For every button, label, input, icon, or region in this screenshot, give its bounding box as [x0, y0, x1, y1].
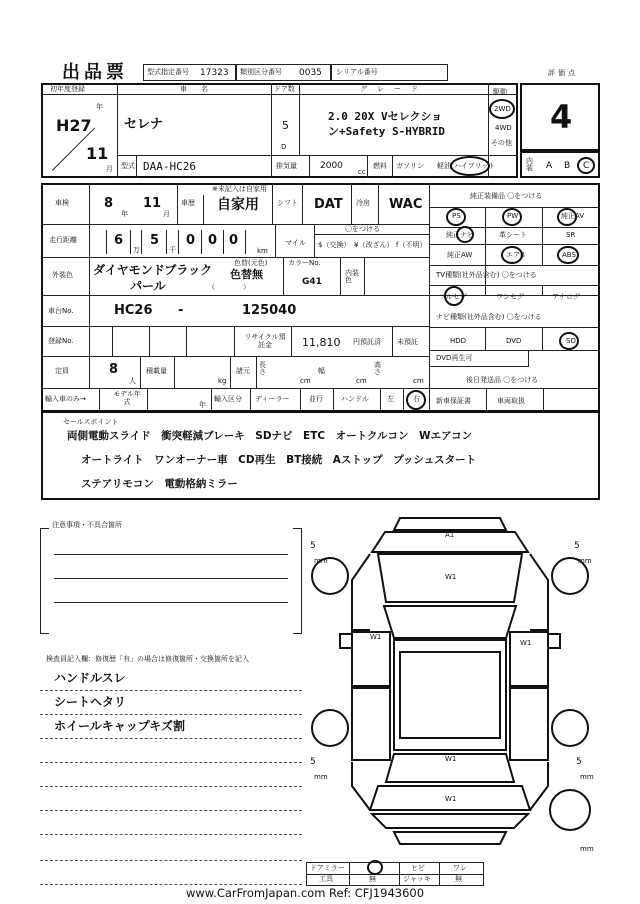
notes-label: 注意事項・不具合箇所 [52, 521, 122, 529]
damage-w1-bumper: W1 [445, 795, 457, 803]
chassis-no: 125040 [242, 303, 297, 318]
av-circle [557, 208, 577, 226]
note-item-2: ホイールキャップキズ割 [54, 719, 186, 733]
interior-box: 内装 A B C [520, 151, 600, 178]
inspector-label: 検査員記入欄：修復歴「有」の場合は修復箇所・交換箇所を記入 [46, 655, 249, 663]
mirror-circle [367, 860, 383, 875]
fuel-hybrid-circle [450, 156, 490, 176]
pw-circle [502, 208, 522, 226]
damage-w1-windshield: W1 [445, 573, 457, 581]
tread-fr: 5 [574, 541, 580, 551]
category-box: 類別区分番号 0035 [236, 64, 331, 81]
note-item-1: シートヘタリ [54, 695, 127, 709]
sales-block: セールスポイント 両側電動スライド 衝突軽減ブレーキ SDナビ ETC オートクルコン Wエアコン オートライト ワンオーナー車 CD再生 BT接続 Aストップ プッシュスタート ステアリモコン 電動格納ミラー [41, 412, 600, 500]
tread-rr: 5 [576, 757, 582, 767]
grade-line2: ン+Safety S-HYBRID [328, 125, 445, 138]
grade-line1: 2.0 20X Vセレクショ [328, 110, 443, 123]
mirror-tool-table: ドアミラー ヒビ ワレ 工具 無 ジャッキ 無 [306, 862, 484, 886]
handle-right-circle [406, 390, 426, 410]
score-value: 4 [550, 98, 573, 136]
displacement-value: 2000 [320, 161, 343, 171]
damage-w1-right: W1 [520, 639, 532, 647]
fullseg-circle [444, 286, 464, 306]
sales-line1: 両側電動スライド 衝突軽減ブレーキ SDナビ ETC オートクルコン Wエアコン [67, 430, 473, 442]
ac-value: WAC [389, 197, 423, 212]
color-change: 色替無 [230, 268, 263, 281]
footer-ref: www.CarFromJapan.com Ref: CFJ1943600 [186, 886, 425, 900]
first-reg-year: H27 [56, 116, 92, 135]
interior-c-circle [577, 157, 595, 174]
airbag-circle [501, 246, 523, 264]
color-name1: ダイヤモンドブラック [93, 263, 213, 277]
shift-value: DAT [314, 197, 343, 212]
abs-circle [557, 246, 579, 264]
score-label: 評価点 [548, 69, 578, 77]
tread-rl: 5 [310, 757, 316, 767]
damage-w1-left: W1 [370, 633, 382, 641]
sales-line3: ステアリモコン 電動格納ミラー [81, 478, 238, 490]
car-name: セレナ [124, 117, 164, 132]
model-cert-box: 型式指定番号 17323 [143, 64, 236, 81]
notes-box [40, 528, 302, 632]
capacity-value: 8 [109, 362, 119, 377]
first-reg-month: 11 [86, 144, 109, 163]
car-diagram [300, 510, 600, 882]
note-item-0: ハンドルスレ [54, 671, 126, 685]
sales-line2: オートライト ワンオーナー車 CD再生 BT接続 Aストップ プッシュスタート [81, 454, 477, 466]
ps-circle [446, 208, 466, 226]
recycle-value: 11,810 [302, 336, 341, 349]
tread-fl: 5 [310, 541, 316, 551]
score-box [520, 83, 600, 151]
usage-value: 自家用 [217, 197, 259, 213]
serial-box: シリアル番号 [331, 64, 448, 81]
page-title: 出品票 [62, 62, 128, 83]
damage-a1: A1 [445, 531, 455, 539]
sd-circle [559, 332, 579, 350]
chassis-model: HC26 [114, 303, 153, 318]
damage-w1-rear: W1 [445, 755, 457, 763]
category-no: 0035 [299, 68, 322, 78]
type-value: DAA-HC26 [143, 160, 196, 173]
doors-value: 5 [282, 119, 289, 132]
model-cert-no: 17323 [200, 68, 229, 78]
color-no: G41 [302, 277, 322, 287]
navi-circle [456, 226, 474, 243]
color-name2: パール [130, 279, 166, 293]
drive-2wd-circle [489, 99, 515, 119]
